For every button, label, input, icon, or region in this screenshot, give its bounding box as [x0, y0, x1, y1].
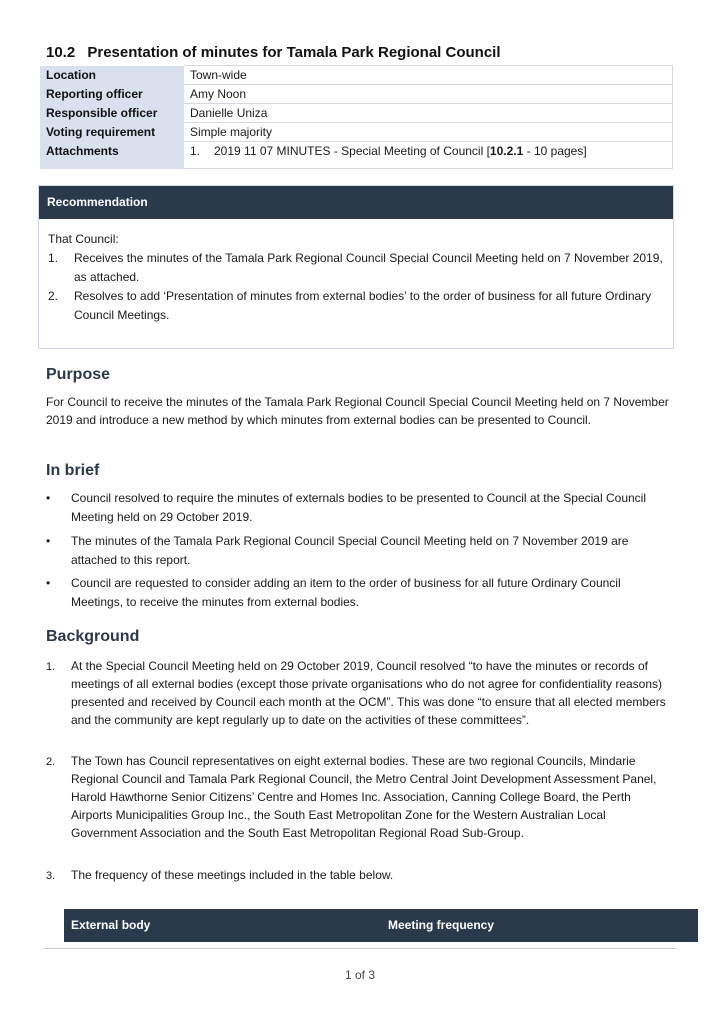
bullet: • — [46, 491, 51, 505]
reporting-officer-label: Reporting officer — [40, 85, 184, 104]
list-item — [48, 249, 663, 287]
external-bodies-table-header — [64, 909, 698, 942]
list-text: Receives the minutes of the Tamala Park Regional Council Special Council Meeting held on 7 November 2019, as attached. — [74, 251, 663, 284]
background-heading: Background — [46, 628, 140, 645]
recommendation-intro: That Council: — [48, 232, 119, 246]
location-label: Location — [40, 66, 184, 85]
reporting-officer-value: Amy Noon — [184, 85, 673, 104]
list-item — [46, 489, 671, 527]
recommendation-body — [48, 230, 663, 325]
attachment-pages: - 10 pages] — [523, 144, 587, 158]
table-row — [40, 142, 673, 169]
recommendation-box — [38, 185, 674, 349]
list-item — [46, 866, 671, 884]
table-row — [40, 104, 673, 123]
page-number: 1 of 3 — [344, 968, 376, 982]
voting-requirement-label: Voting requirement — [40, 123, 184, 142]
attachment-ref: 10.2.1 — [489, 144, 524, 158]
list-text: Council resolved to require the minutes of externals bodies to be presented to Council at the Special Council Meeting held on 29 October 2019. — [71, 491, 646, 524]
item-title: Presentation of minutes for Tamala Park Regional Council — [87, 44, 501, 61]
list-text: Resolves to add ‘Presentation of minutes from external bodies’ to the order of business for all future Ordinary Council Meetings. — [74, 289, 652, 322]
responsible-officer-value: Danielle Uniza — [184, 104, 673, 123]
bullet: • — [46, 576, 51, 590]
bullet: • — [46, 534, 51, 548]
purpose-heading: Purpose — [46, 366, 111, 383]
voting-requirement-value: Simple majority — [184, 123, 673, 142]
table-row — [40, 85, 673, 104]
column-header-meeting-frequency: Meeting frequency — [388, 918, 495, 932]
list-text: The minutes of the Tamala Park Regional Council Special Council Meeting held on 7 November 2019 are attached to this report. — [71, 534, 629, 567]
list-text: Council are requested to consider adding an item to the order of business for all future Ordinary Council Meetings, to receive the minutes from external bodies. — [71, 576, 621, 609]
item-number: 10.2 — [46, 44, 76, 61]
list-item — [46, 752, 671, 842]
attachment-link[interactable] — [184, 142, 673, 169]
location-value: Town-wide — [184, 66, 673, 85]
list-number: 1. — [46, 661, 56, 673]
list-text: The Town has Council representatives on eight external bodies. These are two regional Councils, Mindarie Regional Council and Tamala Park Regional Council, the Metro Central Joint Development Assessment Panel, Harold Hawthorne Senior Citizens’ Centre and Homes Inc. Association, Canning College Board, the Perth Airports Municipalities Group Inc., the South East Metropolitan Zone for the Western Australian Local Government Association and the South East Metropolitan Regional Road Sub-Group. — [71, 754, 657, 840]
attachment-text: 2019 11 07 MINUTES - Special Meeting of Council [ — [214, 144, 490, 158]
list-number: 1. — [48, 251, 59, 265]
table-row — [40, 66, 673, 85]
attachment-number: 1. — [190, 144, 201, 158]
list-number: 2. — [48, 289, 59, 303]
responsible-officer-label: Responsible officer — [40, 104, 184, 123]
purpose-text: For Council to receive the minutes of the Tamala Park Regional Council Special Council Meeting held on 7 November 2019 and introduce a new method by which minutes from external bodies can be presented to Council. — [46, 395, 669, 427]
list-item — [48, 287, 663, 325]
attachments-label: Attachments — [40, 142, 184, 169]
item-heading — [46, 44, 501, 61]
list-item — [46, 657, 671, 729]
item-details-table — [40, 65, 673, 169]
list-item — [46, 574, 671, 612]
list-text: The frequency of these meetings included in the table below. — [71, 868, 394, 882]
divider — [44, 948, 676, 949]
recommendation-heading: Recommendation — [39, 186, 673, 219]
column-header-external-body: External body — [71, 918, 151, 932]
list-item — [46, 532, 671, 570]
list-number: 3. — [46, 870, 56, 882]
table-row — [40, 123, 673, 142]
list-number: 2. — [46, 756, 56, 768]
list-text: At the Special Council Meeting held on 29 October 2019, Council resolved “to have the minutes or records of meetings of all external bodies (except those private organisations who do not agree for confidentiality reasons) presented and received by Council each month at the OCM”. This was done “to ensure that all elected members and the community are kept regularly up to date on the activities of these committees”. — [71, 659, 666, 727]
in-brief-heading: In brief — [46, 462, 100, 479]
